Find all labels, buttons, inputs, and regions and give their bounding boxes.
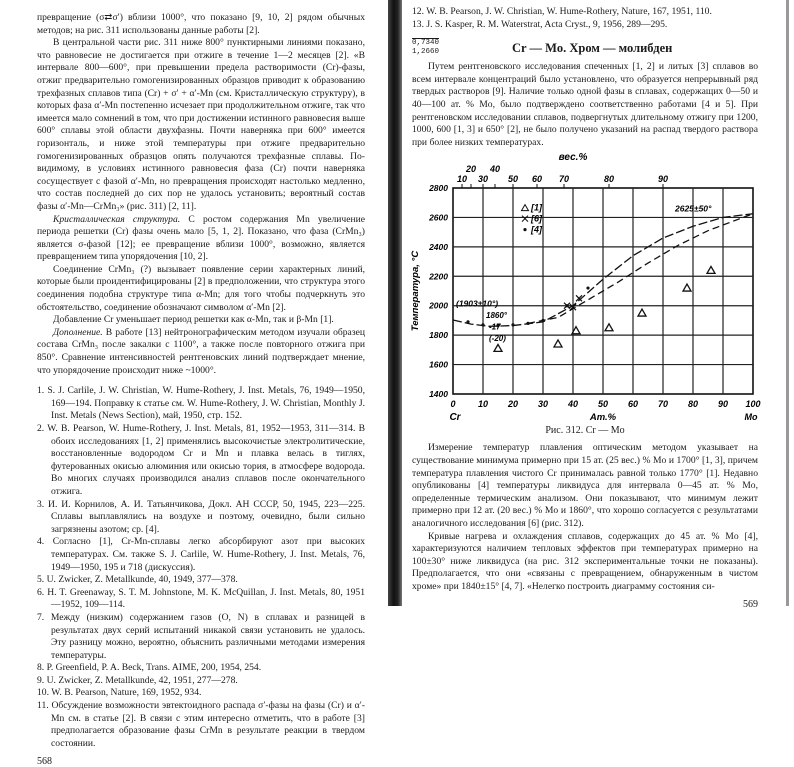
paragraph bbox=[37, 327, 365, 377]
dot-data-point bbox=[586, 287, 589, 290]
section-header bbox=[412, 39, 758, 57]
y-tick-label: 2800 bbox=[429, 183, 448, 194]
top-tick-label: 30 bbox=[477, 174, 489, 185]
reference: 5. U. Zwicker, Z. Metallkunde, 40, 1949, 377—378. bbox=[37, 574, 238, 586]
page-number-left: 568 bbox=[37, 756, 52, 767]
right-page bbox=[410, 0, 761, 611]
paragraph: Добавление Cr уменьшает период решетки как α-Mn, так и β-Mn [1]. bbox=[53, 314, 334, 326]
right-intro bbox=[412, 61, 758, 149]
reference: 11. Обсуждение возможности эвтектоидного распада σ′-фазы на фазы (Cr) и α′-Mn см. в статье [2]. В связи с этим интересно отметить, что в работе [3] предполагается образование фазы CrMn в результате реакции в твердом состоянии. bbox=[37, 700, 365, 749]
paragraph: Измерение температур плавления оптическим методом указывает на существование минимума примерно при 15 ат. (25 вес.) % Mo и 1700° [1, 3], причем температура плавления чистого Cr принималась равной только 1770° [1]. Недавно опубликованы [4] температуры ликвидуса для интервала 0—45 ат. % Mo, определенные термическим анализом. Они показывают, что минимум лежит примерно при 12 ат. (20 вес.) % Mo и 1860°, что хорошо согласуется с результатами аналогичного исследования [6] (рис. 312). bbox=[412, 442, 758, 529]
figure-caption: Рис. 312. Cr — Mo bbox=[545, 425, 625, 437]
x-axis-label: Ат.% bbox=[589, 412, 617, 424]
y-tick-label: 2600 bbox=[429, 212, 448, 223]
paragraph bbox=[37, 214, 365, 264]
legend-label: [6] bbox=[531, 213, 542, 224]
code-bottom: 1,2660 bbox=[412, 48, 440, 57]
x-tick-label: 50 bbox=[597, 399, 609, 410]
y-tick-label: 1800 bbox=[429, 330, 448, 341]
triangle-data-point bbox=[638, 309, 646, 316]
annotation: 2625±50° bbox=[675, 203, 712, 214]
annotation: (-20) bbox=[489, 334, 506, 344]
reference: 13. J. S. Kasper, R. M. Waterstrat, Acta Cryst., 9, 1956, 289—295. bbox=[412, 18, 668, 30]
heading-crystal: Кристаллическая структура. bbox=[53, 213, 181, 225]
cr-label: Cr bbox=[449, 412, 461, 424]
dot-data-point bbox=[541, 319, 544, 322]
top-axis-label: вес.% bbox=[558, 152, 588, 164]
annotation: -17 bbox=[489, 322, 501, 332]
y-tick-label: 2400 bbox=[429, 242, 448, 253]
dot-data-point bbox=[511, 324, 514, 327]
y-tick-label: 1400 bbox=[429, 389, 448, 400]
reference: 9. U. Zwicker, Z. Metallkunde, 42, 1951, 277—278. bbox=[37, 674, 238, 686]
solidus-curve bbox=[528, 214, 753, 324]
top-tick-label: 10 bbox=[456, 174, 468, 185]
reference: 10. W. B. Pearson, Nature, 169, 1952, 934. bbox=[37, 687, 202, 699]
triangle-data-point bbox=[494, 345, 502, 352]
legend-cross-icon bbox=[522, 216, 528, 222]
section-code bbox=[412, 39, 512, 57]
x-tick-label: 60 bbox=[627, 399, 639, 410]
reference: 4. Согласно [1], Cr-Mn-сплавы легко абсорбируют азот при высоких температурах. См. также S. J. Carlile, W. Hume-Rothery, J. Inst. Metals, 76, 1949—1950, 195 и 718 (дискуссия). bbox=[37, 536, 365, 573]
paragraph: Путем рентгеновского исследования спеченных [1, 2] и литых [3] сплавов во всем интервале концентраций было установлено, что образуется непрерывный ряд твердых растворов [9]. Наличие только одной фазы в сплавах, содержащих 0—50 и 40—100 ат. % Mo, было подтверждено соответственно работами [4 и 5]. При рентгеновском исследовании сплавов, подвергнутых длительному отжигу при 1200, 1000, 600 [1, 3] и 650° [2], не было получено указаний на распад твердого раствора при более низких температурах. bbox=[412, 61, 758, 148]
legend-triangle-icon bbox=[522, 205, 529, 211]
x-tick-label: 90 bbox=[717, 399, 729, 410]
paragraph: В центральной части рис. 311 ниже 800° пунктирными линиями показано, что равновесие не достигается при отжиге в течение 1—2 месяцев [2]. «В интервале 800—600°, при превышении предела растворимости (Cr)-фазы, отжиг предварительно гомогенизированных образцов приводит к образованию трехфазных сплавов типа (Cr) + σ′ + α′-Mn (см. Кристаллическую структуру), в которых фаза α′-Mn постепенно исчезает при продолжительном отжиге, так что имеется мало сомнений в том, что при достижении истинного равновесия выше 600° сплавы этой области двухфазны. Почти наверняка при 600° имеется горизонталь, и ниже этой температуры при отжиге предварительно гомогенизированных образцов опять получаются трехфазные сплавы. По-видимому, в условиях истинного равновесия фаза (Cr) почти наверняка сосуществует с фазой α′-Mn, но превращения происходят настолько медленно, что состав последней до сих пор не удалось установить; вероятный состав фазы α′-Mn—CrMn₃» (рис. 311) [2, 11]. bbox=[37, 37, 365, 212]
paragraph-text: С ростом содержания Mn увеличение периода решетки (Cr) фазы очень мало [5, 1, 2]. Показано, что фаза (CrMn₃) является σ-фазой [12]; ее превращение вблизи 1000°, возможно, является превращением типа упорядочения [10, 2]. bbox=[37, 213, 365, 263]
top-tick-label: 40 bbox=[489, 164, 501, 175]
section-title: Cr — Mo. Хром — молибден bbox=[512, 40, 673, 55]
dot-data-point bbox=[526, 322, 529, 325]
triangle-data-point bbox=[707, 267, 715, 274]
triangle-data-point bbox=[605, 324, 613, 331]
reference: 6. H. T. Greenaway, S. T. M. Johnstone, M. K. McQuillan, J. Inst. Metals, 80, 1951—1952, 109—114. bbox=[37, 586, 365, 611]
y-tick-label: 2000 bbox=[429, 301, 448, 312]
top-tick-label: 70 bbox=[558, 174, 570, 185]
dot-data-point bbox=[466, 321, 469, 324]
right-references bbox=[412, 6, 758, 31]
page-number-right: 569 bbox=[743, 599, 758, 611]
reference: 12. W. B. Pearson, J. W. Christian, W. Hume-Rothery, Nature, 167, 1951, 110. bbox=[412, 6, 712, 17]
code-top: 0,7340 bbox=[412, 39, 440, 48]
paragraph-text: В работе [13] нейтронографическим методом изучали образец состава CrMn₃ после закалки с 1100°, а также после повторного отжига при 850°. Сравнение интенсивностей рентгеновских линий подтверждает мнение, что упорядочение происходит ниже ~1000°. bbox=[37, 326, 365, 376]
x-tick-label: 10 bbox=[477, 399, 489, 410]
x-tick-label: 80 bbox=[687, 399, 699, 410]
heading-addendum: Дополнение. bbox=[53, 326, 103, 338]
reference: 1. S. J. Carlile, J. W. Christian, W. Hume-Rothery, J. Inst. Metals, 76, 1949—1950, 169—194. Поправку к статье см. W. Hume-Rothery, J. W. Christian, Monthly J. Inst. Metals (News Section), май, 1950, стр. 152. bbox=[37, 385, 365, 422]
left-page bbox=[37, 0, 365, 767]
left-main-text bbox=[37, 12, 365, 377]
x-tick-label: 100 bbox=[745, 399, 761, 410]
legend-dot-icon bbox=[523, 228, 526, 231]
triangle-data-point bbox=[683, 284, 691, 291]
x-tick-label: 40 bbox=[567, 399, 579, 410]
reference: 2. W. B. Pearson, W. Hume-Rothery, J. Inst. Metals, 81, 1952—1953, 311—314. В обоих исследованиях [1, 2] применялись высокочистые электролитические, восстановленные водородом Cr и Mn и плавка велась в тиглях, футерованных окисью алюминия или окисью тория, в атмосфере водорода. Во многих случаях производился анализ сплавов после окончательного отжига. bbox=[37, 423, 365, 497]
top-tick-label: 90 bbox=[657, 174, 669, 185]
legend-label: [1] bbox=[531, 202, 542, 213]
y-tick-label: 1600 bbox=[429, 359, 448, 370]
legend-label: [4] bbox=[531, 224, 542, 235]
phase-diagram bbox=[405, 149, 788, 425]
dot-data-point bbox=[565, 304, 568, 307]
y-axis-label: Температура, °С bbox=[410, 251, 421, 332]
top-tick-label: 50 bbox=[507, 174, 519, 185]
x-tick-label: 0 bbox=[450, 399, 456, 410]
paragraph: превращение (σ⇄σ′) вблизи 1000°, что показано [9, 10, 2] рядом обычных методов; на рис. 311 использованы данные работы [2]. bbox=[37, 12, 365, 36]
x-tick-label: 70 bbox=[657, 399, 669, 410]
left-references bbox=[37, 385, 365, 750]
triangle-data-point bbox=[554, 340, 562, 347]
mo-label: Mo bbox=[744, 412, 758, 423]
book-binding bbox=[388, 0, 402, 606]
top-tick-label: 20 bbox=[465, 164, 477, 175]
paragraph: Кривые нагрева и охлаждения сплавов, содержащих до 45 ат. % Mo [4], характеризуются наличием тепловых эффектов при температурах примерно на 100±30° ниже ликвидуса (на рис. 312 экспериментальные точки не показаны). Предполагается, что они «связаны с превращением, обнаруженным в чистом хроме» при 1840±15° [4, 7]. «Нелегко построить диаграмму состояния си- bbox=[412, 530, 758, 592]
dot-data-point bbox=[481, 324, 484, 327]
reference: 8. P. Greenfield, P. A. Beck, Trans. AIME, 200, 1954, 254. bbox=[37, 662, 262, 674]
reference: 7. Между (низким) содержанием газов (O, N) в сплавах и разницей в результатах двух серий испытаний никакой связи установить не удалось. Эту разницу можно, вероятно, объяснить различными методами измерения температуры. bbox=[37, 611, 365, 661]
top-tick-label: 80 bbox=[603, 174, 615, 185]
x-tick-label: 20 bbox=[507, 399, 519, 410]
annotation: 1860° bbox=[486, 311, 507, 321]
right-body bbox=[412, 442, 758, 593]
paragraph: Соединение CrMn₃ (?) вызывает появление серии характерных линий, которые были проидентифицированы [2] в предположении, что структура этого соединения подобна структуре типа α-Mn; для того чтобы подчеркнуть это обстоятельство, соединение обозначают символом α′-Mn [2]. bbox=[37, 263, 365, 313]
x-tick-label: 30 bbox=[537, 399, 549, 410]
reference: 3. И. И. Корнилов, А. И. Татьянчикова, Докл. АН СССР, 50, 1945, 223—225. Сплавы выплавлялись на воздухе и поэтому, очевидно, были сильно загрязнены азотом; ср. [4]. bbox=[37, 498, 365, 535]
annotation: (1903±10°) bbox=[456, 298, 499, 309]
top-tick-label: 60 bbox=[531, 174, 543, 185]
y-tick-label: 2200 bbox=[429, 271, 448, 282]
